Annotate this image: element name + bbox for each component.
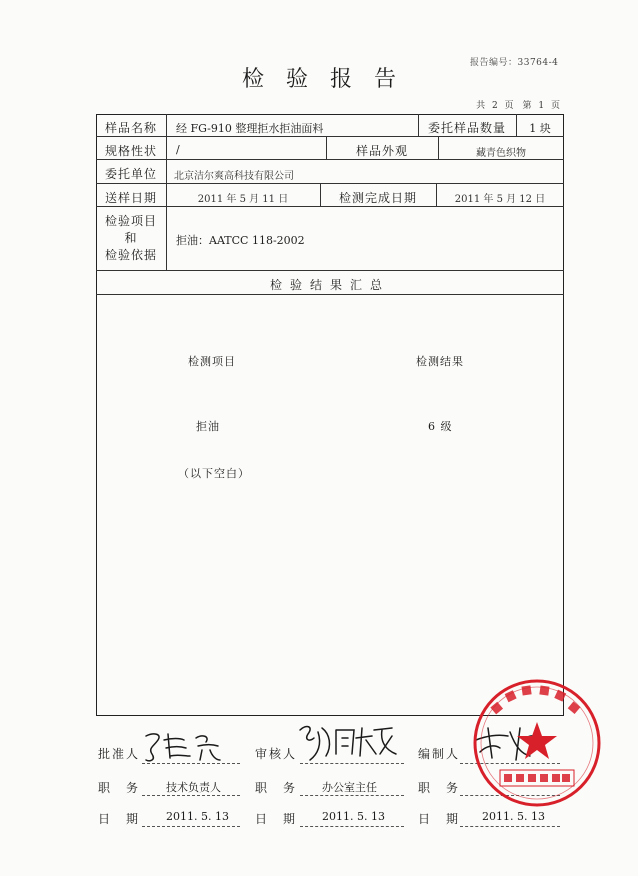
send-date-label: 送样日期 [104, 191, 157, 205]
summary-row-item: 拒油 [196, 420, 220, 433]
summary-heading: 检验结果汇总 [269, 278, 390, 292]
signature-line [142, 826, 240, 827]
approver-date: 2011. 5. 13 [166, 810, 229, 823]
appearance-value: 藏青色织物 [476, 148, 526, 159]
items-label-line1: 检验项目 [104, 214, 157, 228]
report-title: 检验报告 [241, 67, 418, 92]
signature-line [300, 826, 404, 827]
date-label-preparer: 日 期 [418, 812, 461, 826]
reviewer-label: 审核人 [255, 747, 298, 761]
quantity-label: 委托样品数量 [427, 121, 506, 135]
signature-line [460, 826, 560, 827]
role-label-reviewer: 职 务 [255, 781, 298, 795]
spec-label: 规格性状 [104, 144, 157, 158]
items-label-line3: 检验依据 [104, 248, 157, 262]
signature-line [300, 795, 404, 796]
signature-line [142, 795, 240, 796]
preparer-label: 编制人 [418, 747, 461, 761]
client-label: 委托单位 [104, 167, 157, 181]
appearance-label: 样品外观 [355, 144, 408, 158]
date-label-reviewer: 日 期 [255, 812, 298, 826]
blank-note: （以下空白） [178, 467, 250, 480]
send-date-value: 2011 年 5 月 11 日 [197, 194, 289, 205]
sample-name-label: 样品名称 [104, 121, 157, 135]
client-value: 北京洁尔爽高科技有限公司 [174, 171, 294, 182]
finish-date-value: 2011 年 5 月 12 日 [454, 194, 546, 205]
reviewer-signature [296, 720, 412, 766]
quantity-value: 1 块 [529, 122, 551, 135]
summary-col-item: 检测项目 [188, 355, 236, 368]
official-stamp [470, 676, 604, 810]
report-number: 报告编号：33764-4 [470, 58, 559, 68]
role-label-preparer: 职 务 [418, 781, 461, 795]
row-divider [96, 294, 564, 295]
finish-date-label: 检测完成日期 [338, 191, 417, 205]
role-label-approver: 职 务 [98, 781, 141, 795]
reviewer-date: 2011. 5. 13 [322, 810, 385, 823]
preparer-date: 2011. 5. 13 [482, 810, 545, 823]
summary-row-result: 6 级 [428, 420, 453, 433]
date-label-approver: 日 期 [98, 812, 141, 826]
reviewer-role: 办公室主任 [322, 781, 377, 794]
approver-label: 批准人 [98, 747, 141, 761]
sample-name-value: 经 FG-910 整理拒水拒油面料 [176, 122, 324, 135]
page-count: 共 2 页 第 1 页 [476, 101, 560, 111]
row-divider [96, 270, 564, 271]
summary-col-result: 检测结果 [416, 355, 464, 368]
items-value: 拒油：AATCC 118-2002 [176, 234, 305, 247]
approver-signature [140, 726, 240, 766]
items-label-line2: 和 [124, 231, 138, 245]
spec-value: / [176, 143, 180, 156]
approver-role: 技术负责人 [166, 781, 221, 794]
